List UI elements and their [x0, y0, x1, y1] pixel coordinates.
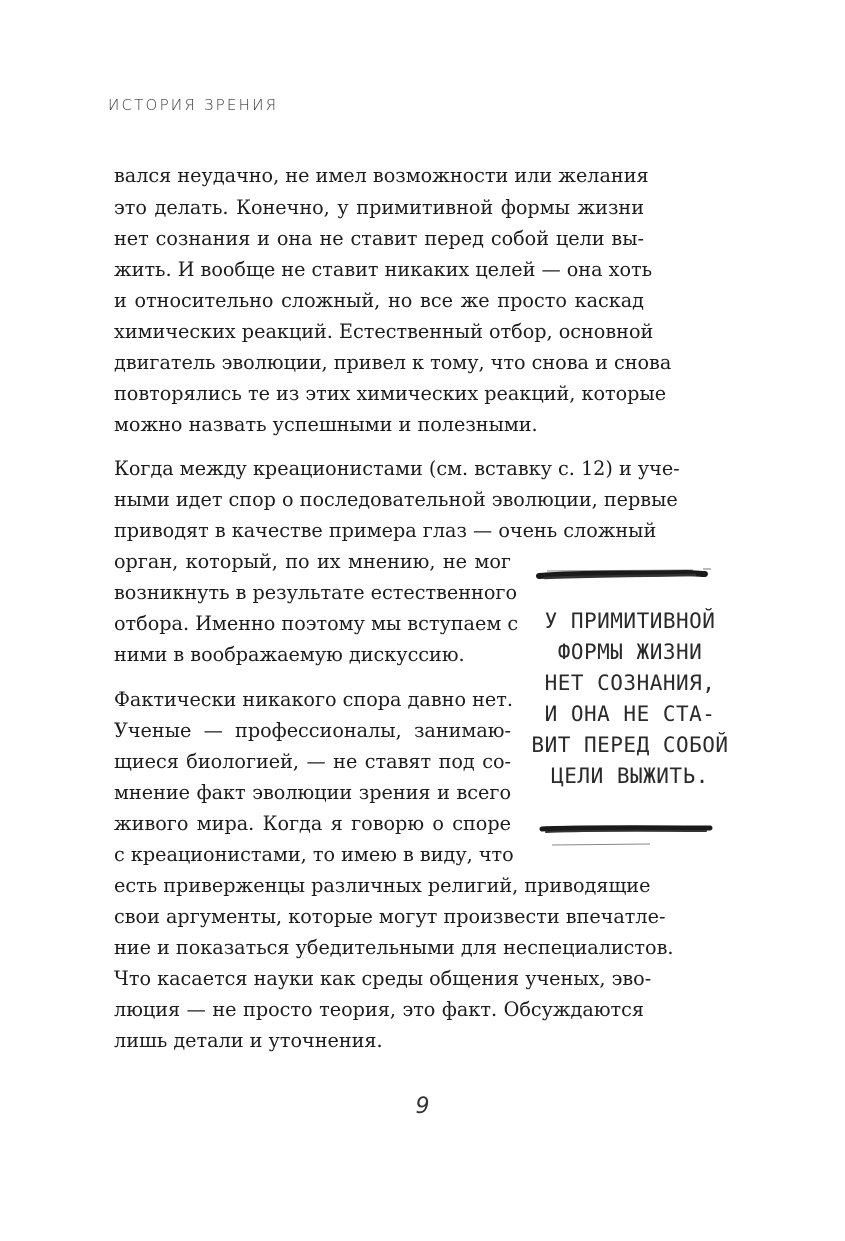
- pull-quote-line-3: НЕТ СОЗНАНИЯ,: [544, 671, 716, 695]
- paragraph-3-line-10: Что касается науки как среды общения ученых, эво-: [114, 967, 652, 990]
- paragraph-1-line-6: химических реакций. Естественный отбор, основной: [114, 320, 654, 343]
- pull-quote-line-2: ФОРМЫ ЖИЗНИ: [557, 640, 703, 664]
- pull-quote-top-rule: [535, 563, 715, 587]
- pull-quote-bottom-rule: [538, 818, 718, 852]
- paragraph-1-line-7: двигатель эволюции, привел к тому, что снова и снова: [114, 351, 672, 374]
- page-number: 9: [415, 1094, 430, 1119]
- paragraph-3-line-5: живого мира. Когда я говорю о споре: [114, 812, 511, 835]
- paragraph-3-line-7: есть приверженцы различных религий, приводящие: [114, 874, 651, 897]
- paragraph-3-line-9: ние и показаться убедительными для неспециалистов.: [114, 936, 674, 959]
- paragraph-1-line-8: повторялись те из этих химических реакций, которые: [114, 382, 667, 405]
- pull-quote-line-6: ЦЕЛИ ВЫЖИТЬ.: [551, 764, 709, 788]
- paragraph-2-line-7: ними в воображаемую дискуссию.: [114, 643, 465, 666]
- paragraph-1-line-5: и относительно сложный, но все же просто каскад: [114, 289, 644, 312]
- paragraph-3-line-12: лишь детали и уточнения.: [114, 1029, 383, 1052]
- paragraph-3-line-4: мнение факт эволюции зрения и всего: [114, 781, 511, 804]
- paragraph-2-line-2: ными идет спор о последовательной эволюции, первые: [114, 488, 678, 511]
- paragraph-1-line-3: нет сознания и она не ставит перед собой цели вы-: [114, 227, 644, 250]
- paragraph-2-line-1: Когда между креационистами (см. вставку с. 12) и уче-: [114, 457, 680, 480]
- paragraph-3-line-8: свои аргументы, которые могут произвести впечатле-: [114, 905, 666, 928]
- paragraph-3-line-11: люция — не просто теория, это факт. Обсуждаются: [114, 998, 644, 1021]
- paragraph-3-line-1: Фактически никакого спора давно нет.: [114, 688, 513, 711]
- pull-quote-line-4: И ОНА НЕ СТА-: [544, 702, 716, 726]
- paragraph-1-line-4: жить. И вообще не ставит никаких целей — она хоть: [114, 258, 653, 281]
- paragraph-3-line-2: Ученые — профессионалы, занимаю-: [114, 719, 511, 742]
- pull-quote-line-1: У ПРИМИТИВНОЙ: [544, 609, 716, 633]
- paragraph-3-line-6: с креационистами, то имею в виду, что: [114, 843, 514, 866]
- running-head: ИСТОРИЯ ЗРЕНИЯ: [108, 96, 279, 114]
- paragraph-2-line-4: орган, который, по их мнению, не мог: [114, 550, 511, 573]
- paragraph-3-line-3: щиеся биологией, — не ставят под со-: [114, 750, 511, 773]
- paragraph-2-line-3: приводят в качестве примера глаз — очень сложный: [114, 519, 657, 542]
- paragraph-2-line-5: возникнуть в результате естественного: [114, 581, 518, 604]
- paragraph-2-line-6: отбора. Именно поэтому мы вступаем с: [114, 612, 519, 635]
- paragraph-1-line-2: это делать. Конечно, у примитивной формы жизни: [114, 196, 644, 219]
- paragraph-1-line-1: вался неудачно, не имел возможности или желания: [114, 164, 649, 187]
- pull-quote: [530, 606, 730, 792]
- paragraph-1-line-9: можно назвать успешными и полезными.: [114, 413, 538, 436]
- pull-quote-line-5: ВИТ ПЕРЕД СОБОЙ: [531, 733, 729, 757]
